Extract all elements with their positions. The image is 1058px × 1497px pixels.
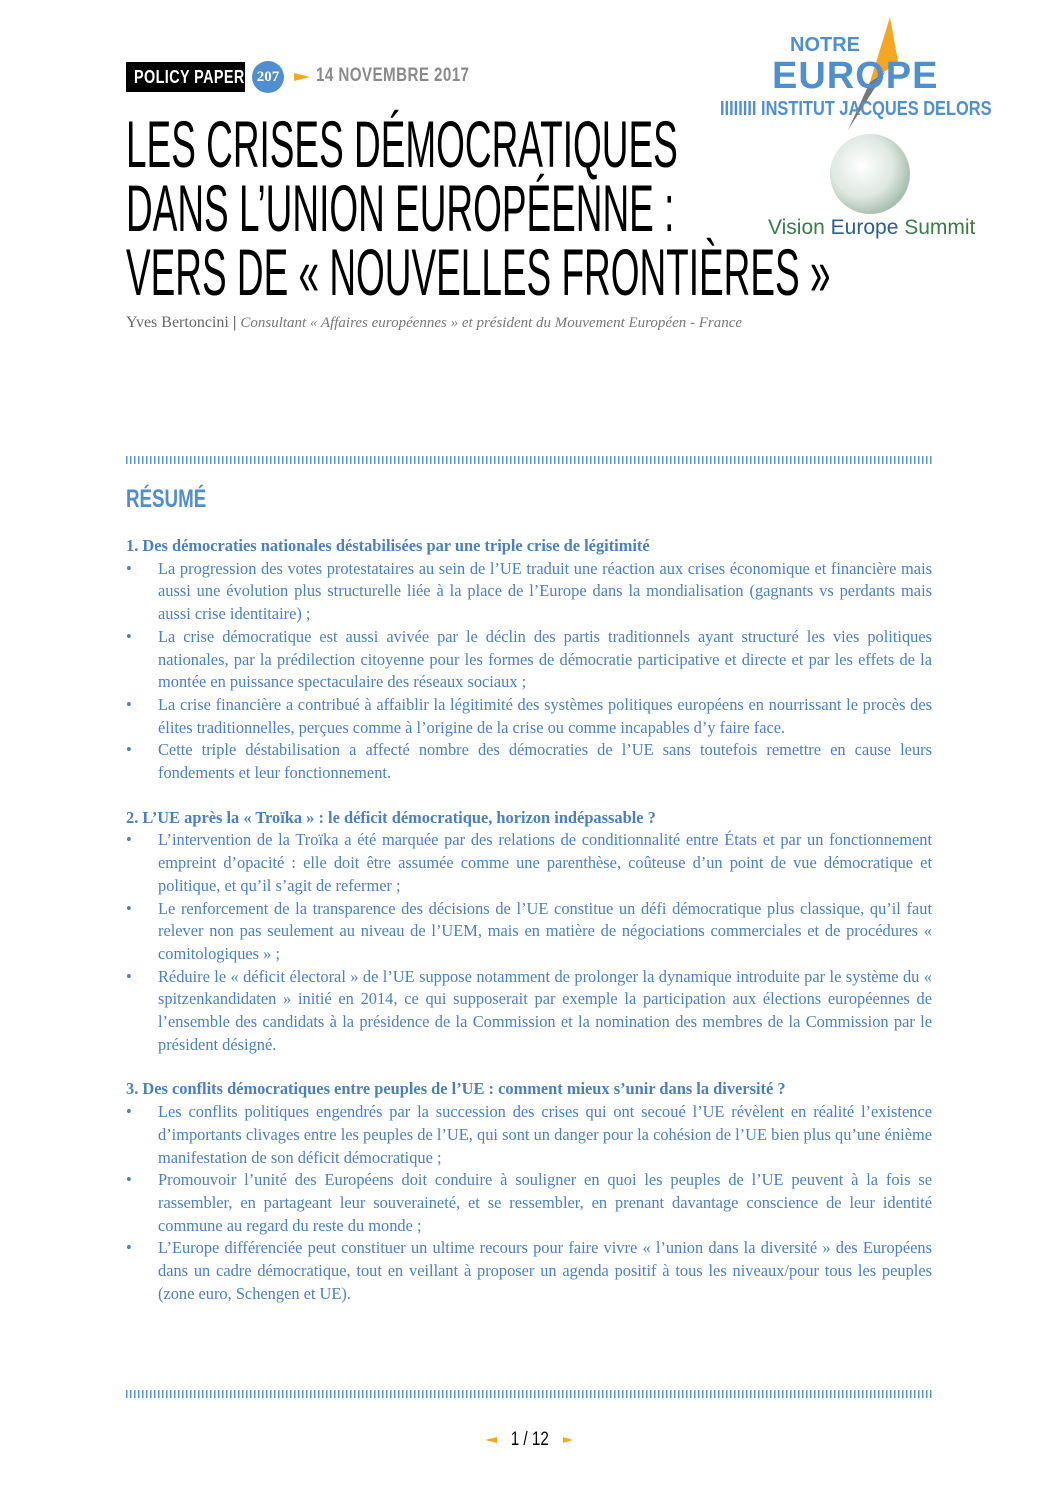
divider <box>126 1390 932 1398</box>
bullet: • <box>126 1170 132 1190</box>
arrow-right-icon <box>563 1437 573 1443</box>
title-line: LES CRISES DÉMOCRATIQUES <box>126 107 678 181</box>
list-item <box>126 829 932 897</box>
vision-europe-summit-logo: Vision Europe Summit <box>768 216 976 239</box>
separator: | <box>232 314 237 331</box>
section-heading: 3. Des conflits démocratiques entre peuples de l’UE : comment mieux s’unir dans la diversité ? <box>126 1079 786 1099</box>
divider <box>126 456 932 464</box>
policy-paper-label: POLICY PAPER <box>126 62 245 92</box>
author-role: Consultant « Affaires européennes » et président du Mouvement Européen - France <box>240 315 743 331</box>
bullet: • <box>126 626 132 646</box>
bullet-text: Les conflits politiques engendrés par la succession des crises qui ont secoué l’UE révèlent en réalité l’existence d’importants clivages entre les peuples de l’UE, qui sont un danger pour la cohésion de l’UE bien plus qu’une énième manifestation de son déficit démocratique ; <box>158 1102 932 1167</box>
bullet: • <box>126 1238 132 1258</box>
bullet-text: Réduire le « déficit électoral » de l’UE suppose notamment de prolonger la dynamique introduite par le système du « spitzenkandidaten » initié en 2014, ce qui supposerait par exemple la participation aux élections européennes de l’ensemble des candidats à la présidence de la Commission et la nomination des membres de la Commission par le président désigné. <box>158 966 932 1054</box>
bullet-text: Cette triple déstabilisation a affecté nombre des démocraties de l’UE sans toutefois remettre en cause leurs fondements et leur fonctionnement. <box>158 740 932 783</box>
list-item <box>126 558 932 626</box>
bullet-text: L’intervention de la Troïka a été marquée par des relations de conditionnalité entre États et par un fonctionnement empreint d’opacité : elle doit être assumée comme une parenthèse, coûteuse d’un point de vue démocratique et politique, et qu’il s’agit de refermer ; <box>158 830 932 895</box>
summary-content <box>126 535 932 1328</box>
list-item <box>126 1101 932 1169</box>
bullet: • <box>126 1102 132 1122</box>
publication-date: 14 NOVEMBRE 2017 <box>316 65 470 86</box>
page-title <box>126 107 1058 309</box>
bullet: • <box>126 966 132 986</box>
summary-heading: RÉSUMÉ <box>126 485 207 513</box>
bullet-text: La crise démocratique est aussi avivée par le déclin des partis traditionnels ayant structuré les vies politiques nationales, par la prédilection citoyenne pour les formes de démocratie participative et directe et par les effets de la montée en puissance spectaculaire des réseaux sociaux ; <box>158 626 932 692</box>
bullet: • <box>126 830 132 850</box>
bullet-text: Le renforcement de la transparence des décisions de l’UE constitue un défi démocratique plus classique, qu’il faut relever non pas seulement au niveau de l’UEM, mais en matière de négociations commerciales et de procédures « comitologiques » ; <box>158 898 932 963</box>
list-item <box>126 1237 932 1305</box>
list-item <box>126 966 932 1057</box>
summary-section <box>126 535 932 785</box>
list-item <box>126 626 932 694</box>
bullet: • <box>126 558 132 578</box>
bullet: • <box>126 898 132 918</box>
page-footer <box>0 1428 1058 1452</box>
list-item <box>126 694 932 739</box>
page-number: 1 / 12 <box>510 1429 550 1450</box>
section-heading: 2. L’UE après la « Troïka » : le déficit démocratique, horizon indépassable ? <box>126 807 656 827</box>
title-line: DANS L’UNION EUROPÉENNE : <box>126 171 675 245</box>
author-name: Yves Bertoncini <box>126 314 229 331</box>
arrow-icon <box>294 73 310 81</box>
bullet-text: La progression des votes protestataires au sein de l’UE traduit une réaction aux crises économique et financière mais aussi une évolution plus structurelle liée à la place de l’Europe dans la mondialisation (gagnants vs perdants mais aussi crise identitaire) ; <box>158 558 932 624</box>
list-item <box>126 898 932 966</box>
bullet: • <box>126 740 132 760</box>
bullet-text: L’Europe différenciée peut constituer un ultime recours pour faire vivre « l’union dans la diversité » des Européens dans un cadre démocratique, tout en veillant à proposer un agenda positif à tous les niveaux/pour tous les peuples (zone euro, Schengen et UE). <box>158 1238 932 1303</box>
paper-number-badge: 207 <box>252 61 284 93</box>
arrow-left-icon <box>485 1437 497 1443</box>
bullet: • <box>126 694 132 714</box>
bullet-text: Promouvoir l’unité des Européens doit conduire à souligner en quoi les peuples de l’UE peuvent à la fois se rassembler, en partageant leur souveraineté, et se ressembler, en prenant davantage conscience de leur identité commune au regard du reste du monde ; <box>158 1170 932 1235</box>
summary-section <box>126 807 932 1057</box>
bullet-text: La crise financière a contribué à affaiblir la légitimité des systèmes politiques européens en nourrissant le procès des élites traditionnelles, perçues comme à l’origine de la crise ou comme incapables d’y faire face. <box>158 694 932 737</box>
section-heading: 1. Des démocraties nationales déstabilisées par une triple crise de légitimité <box>126 536 650 555</box>
author-line <box>126 314 742 332</box>
notre-europe-logo: NOTRE EUROPE IIIIIIII INSTITUT JACQUES DELORS <box>720 12 1000 132</box>
list-item <box>126 739 932 784</box>
summary-section <box>126 1078 932 1305</box>
title-line: VERS DE « NOUVELLES FRONTIÈRES » <box>126 235 831 309</box>
list-item <box>126 1169 932 1237</box>
